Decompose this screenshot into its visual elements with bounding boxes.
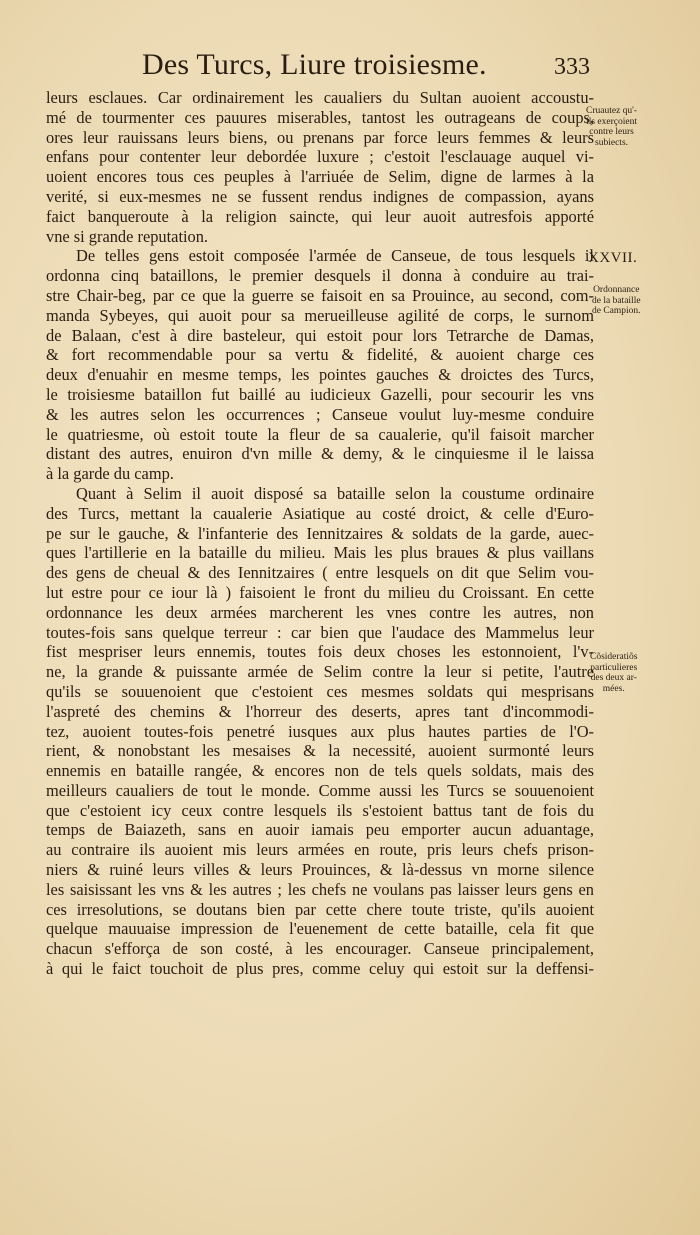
body-text — [46, 88, 594, 979]
text-line: vne si grande reputation. — [46, 226, 209, 246]
text-line: le troisiesme bataillon fut baillé au iudicieux Gazelli, pour secourir les vns — [46, 384, 594, 404]
text-line: leurs esclaues. Car ordinairement les caualiers du Sultan auoient accoustu- — [46, 88, 594, 107]
text-line: lut estre pour ce iour là ) faisoient le front du milieu du Croissant. En cette — [46, 582, 594, 602]
text-line: fist mespriser leurs ennemis, toutes fois deux choses les estonnoient, l'v- — [46, 642, 594, 662]
text-line: faict banqueroute à la religion saincte, qui leur auoit autresfois apporté — [46, 206, 594, 226]
text-line: ores leur rauissans leurs biens, ou prenans par force leurs femmes & leurs — [46, 127, 594, 147]
text-line: à la garde du camp. — [46, 464, 174, 484]
text-line: meilleurs caualiers de tout le monde. Comme aussi les Turcs se souuenoient — [46, 780, 594, 800]
text-line: mé de tourmenter ces pauures miserables, tantost les outrageans de coups, — [46, 107, 594, 127]
chapter-number: XXVII. — [588, 250, 638, 266]
text-line: toutes-fois sans quelque terreur : car bien que l'audace des Mammelus leur — [46, 622, 594, 642]
text-line: au contraire ils auoient mis leurs armées en route, pris leurs chefs prison- — [46, 840, 594, 860]
text-line: des Turcs, mettant la caualerie Asiatique au costé droict, & celle d'Euro- — [46, 503, 594, 523]
text-line: rient, & nonobstant les mesaises & la necessité, auoient surmonté leurs — [46, 741, 594, 761]
margin-note-considerations: Cõsideratiõs particulieres des deux ar- mées. — [590, 652, 638, 694]
text-line: ces irresolutions, se doutans bien par cette chere toute triste, qu'ils auoient — [46, 899, 594, 919]
page-header — [130, 48, 590, 84]
text-line: le quatriesme, où estoit toute la fleur de sa caualerie, qu'il faisoit marcher — [46, 424, 594, 444]
text-line: ordonnance les deux armées marcherent les vnes contre les autres, non — [46, 602, 594, 622]
text-line: ques l'artillerie en la bataille du milieu. Mais les plus braues & plus vaillans — [46, 543, 594, 563]
text-line: de Balaan, c'est à dire basteleur, qui estoit pour lors Tetrarche de Damas, — [46, 325, 594, 345]
text-line: à qui le faict touchoit de plus pres, comme celuy qui estoit sur la deffensi- — [46, 959, 594, 979]
text-line: quelque mauuaise impression de l'euenement de cette bataille, cela fit que — [46, 919, 594, 939]
text-line: & les autres selon les occurrences ; Canseue voulut luy-mesme conduire — [46, 404, 594, 424]
text-line: Quant à Selim il auoit disposé sa bataille selon la coustume ordinaire — [76, 483, 594, 503]
text-line: distant des autres, enuiron d'vn mille & demy, & le cinquiesme il le laissa — [46, 444, 594, 464]
text-line: l'aspreté des chemins & l'horreur des deserts, apres tant d'incommodi- — [46, 701, 594, 721]
text-line: uoient encores tous ces peuples à l'arriuée de Selim, digne de larmes à la — [46, 167, 594, 187]
margin-note-ordonnance: Ordonnance de la bataille de Campion. — [592, 285, 641, 316]
text-line: verité, si eux-mesmes ne se fussent rendus indignes de compassion, ayans — [46, 186, 594, 206]
running-title: Des Turcs, Liure troisiesme. — [142, 48, 487, 81]
margin-note-cruautez: Cruautez qu'- ils exerçoient contre leurs subiects. — [586, 106, 638, 148]
text-line: manda Sybeyes, qui auoit pour sa merueilleuse agilité de corps, le surnom — [46, 305, 594, 325]
text-line: que c'estoient icy ceux contre lesquels ils s'estoient battus tant de fois du — [46, 800, 594, 820]
text-line: De telles gens estoit composée l'armée de Canseue, de tous lesquels il — [76, 246, 594, 266]
text-line: ennemis en bataille rangée, & encores non de tels quels soldats, mais des — [46, 761, 594, 781]
text-line: tez, auoient toutes-fois penetré iusques aux plus hautes parties de l'O- — [46, 721, 594, 741]
text-line: temps de Baiazeth, sans en auoir iamais peu emporter aucun aduantage, — [46, 820, 594, 840]
text-line: pe sur le gauche, & l'infanterie des Iennitzaires & soldats de la garde, auec- — [46, 523, 594, 543]
text-line: & fort recommendable pour sa vertu & fidelité, & auoient charge ces — [46, 345, 594, 365]
text-line: niers & ruiné leurs villes & leurs Prouinces, & là-dessus vn morne silence — [46, 860, 594, 880]
text-line: stre Chair-beg, par ce que la guerre se faisoit en sa Prouince, au second, com- — [46, 285, 594, 305]
text-line: qu'ils se souuenoient que c'estoient ces mesmes soldats qui mesprisans — [46, 681, 594, 701]
text-line: deux d'enuahir en mesme temps, les pointes gauches & droictes des Turcs, — [46, 365, 594, 385]
text-line: ordonna cinq bataillons, le premier desquels il donna à conduire au trai- — [46, 266, 594, 286]
text-line: enfans pour contenter leur debordée luxure ; c'estoit l'esclauage auquel vi- — [46, 147, 594, 167]
text-line: chacun s'efforça de son costé, à les encourager. Canseue principalement, — [46, 939, 594, 959]
text-line: des gens de cheual & des Iennitzaires ( entre lesquels on dit que Selim vou- — [46, 563, 594, 583]
page-number: 333 — [554, 54, 590, 80]
text-line: ne, la grande & puissante armée de Selim contre la leur si petite, l'autre — [46, 662, 594, 682]
text-line: les saisissant les vns & les autres ; les chefs ne voulans pas laisser leurs gens en — [46, 879, 594, 899]
